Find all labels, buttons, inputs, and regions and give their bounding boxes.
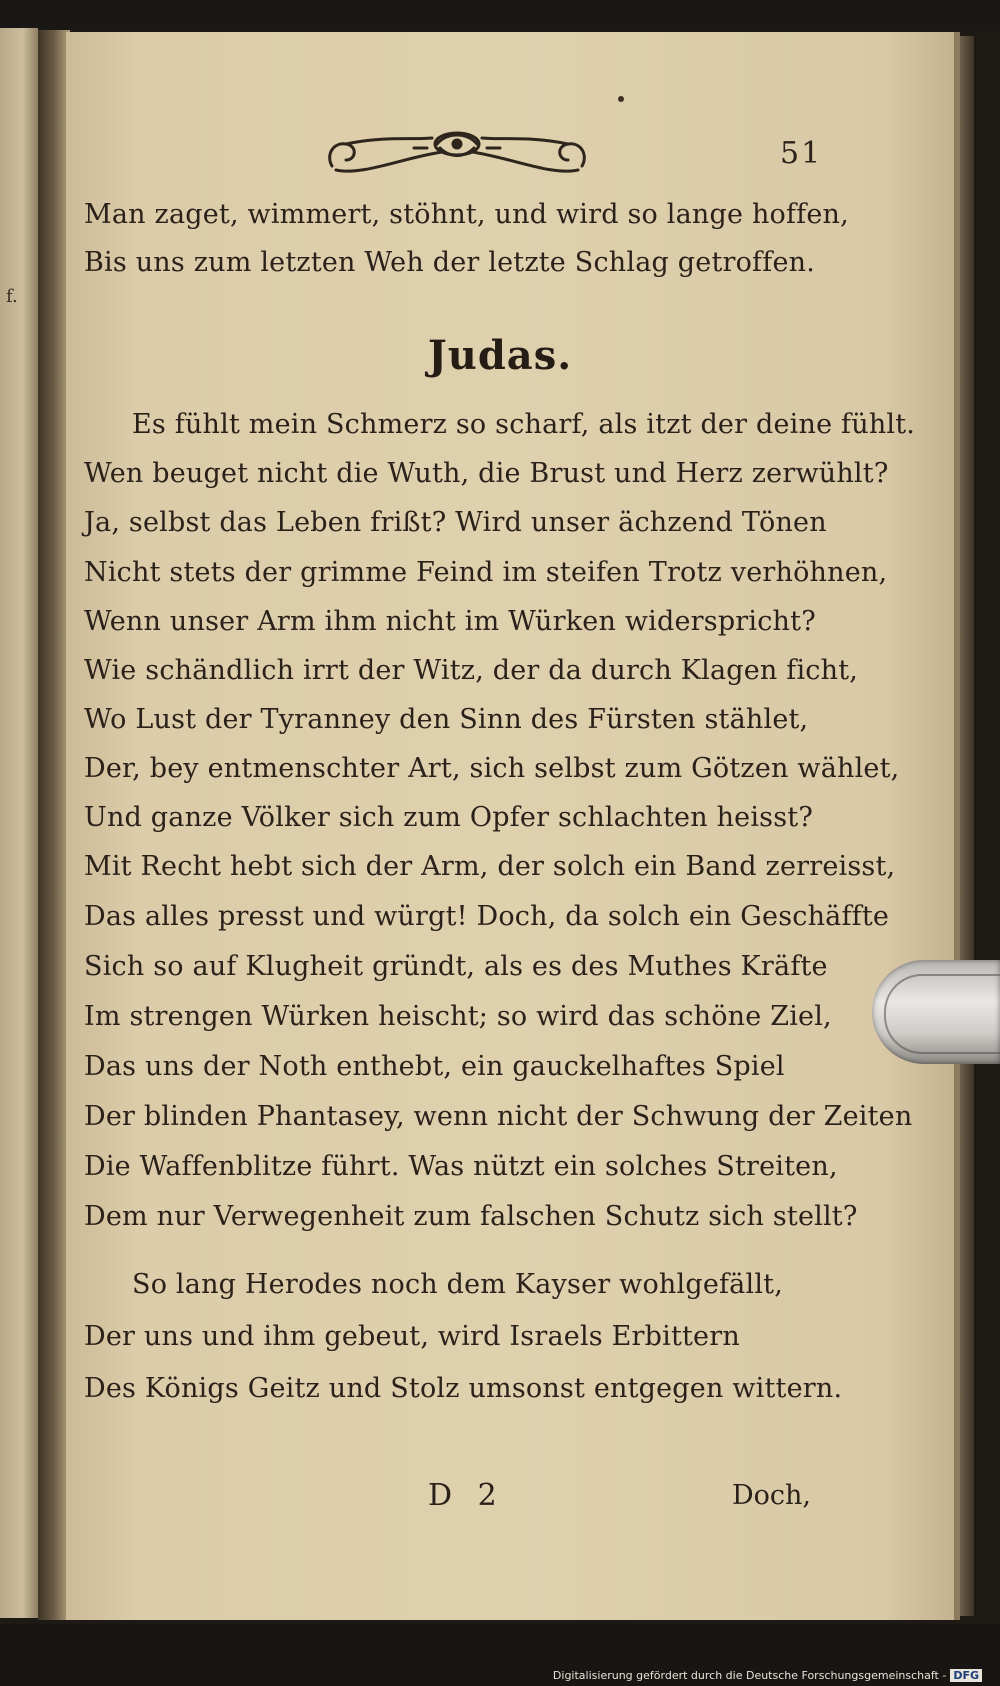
verse-line: Der blinden Phantasey, wenn nicht der Schwung der Zeiten [84,1101,913,1132]
verse-line: Der uns und ihm gebeut, wird Israels Erbittern [84,1321,740,1352]
verse-line: Das alles presst und würgt! Doch, da solch ein Geschäffte [84,901,890,932]
verse-line: Des Königs Geitz und Stolz umsonst entgegen wittern. [84,1373,843,1404]
verse-line: Nicht stets der grimme Feind im steifen Trotz verhöhnen, [84,557,888,588]
verse-line: Man zaget, wimmert, stöhnt, und wird so lange hoffen, [84,199,849,230]
verse-line: Der, bey entmenschter Art, sich selbst zum Götzen wählet, [84,753,900,784]
scan-footer [0,1624,1000,1686]
ink-speck [618,96,624,102]
verse-line: So lang Herodes noch dem Kayser wohlgefällt, [132,1269,783,1300]
verse-line: Mit Recht hebt sich der Arm, der solch ein Band zerreisst, [84,851,896,882]
page-number: 51 [780,136,823,171]
facing-page-fragment: f. [6,286,18,307]
verse-line: Wie schändlich irrt der Witz, der da durch Klagen ficht, [84,655,859,686]
credit-text: Digitalisierung gefördert durch die Deutsche Forschungsgemeinschaft - [552,1669,947,1682]
page-stack-edge [960,36,974,1616]
verse-line: Wen beuget nicht die Wuth, die Brust und Herz zerwühlt? [84,458,889,489]
verse-line: Wenn unser Arm ihm nicht im Würken widerspricht? [84,606,816,637]
scan-background-top [0,0,1000,30]
signature-mark: D 2 [428,1478,505,1513]
verse-line: Das uns der Noth enthebt, ein gauckelhaftes Spiel [84,1051,785,1082]
headpiece-ornament-icon [322,118,592,184]
verse-line: Dem nur Verwegenheit zum falschen Schutz sich stellt? [84,1201,858,1232]
verse-line: Im strengen Würken heischt; so wird das schöne Ziel, [84,1001,832,1032]
verse-line: Bis uns zum letzten Weh der letzte Schlag getroffen. [84,247,815,278]
verse-line: Wo Lust der Tyranney den Sinn des Fürsten stählet, [84,704,809,735]
section-heading: Judas. [427,332,573,379]
verse-line: Sich so auf Klugheit gründt, als es des Muthes Kräfte [84,951,828,982]
facing-page-edge [0,28,38,1618]
catchword: Doch, [732,1480,811,1511]
dfg-logo: DFG [950,1669,982,1682]
verse-line: Und ganze Völker sich zum Opfer schlachten heisst? [84,802,814,833]
verse-line: Ja, selbst das Leben frißt? Wird unser ächzend Tönen [84,507,827,538]
verse-line: Es fühlt mein Schmerz so scharf, als itzt der deine fühlt. [132,409,916,440]
verse-line: Die Waffenblitze führt. Was nützt ein solches Streiten, [84,1151,838,1182]
clip-highlight [884,974,1000,1054]
digitization-credit [553,1669,982,1682]
